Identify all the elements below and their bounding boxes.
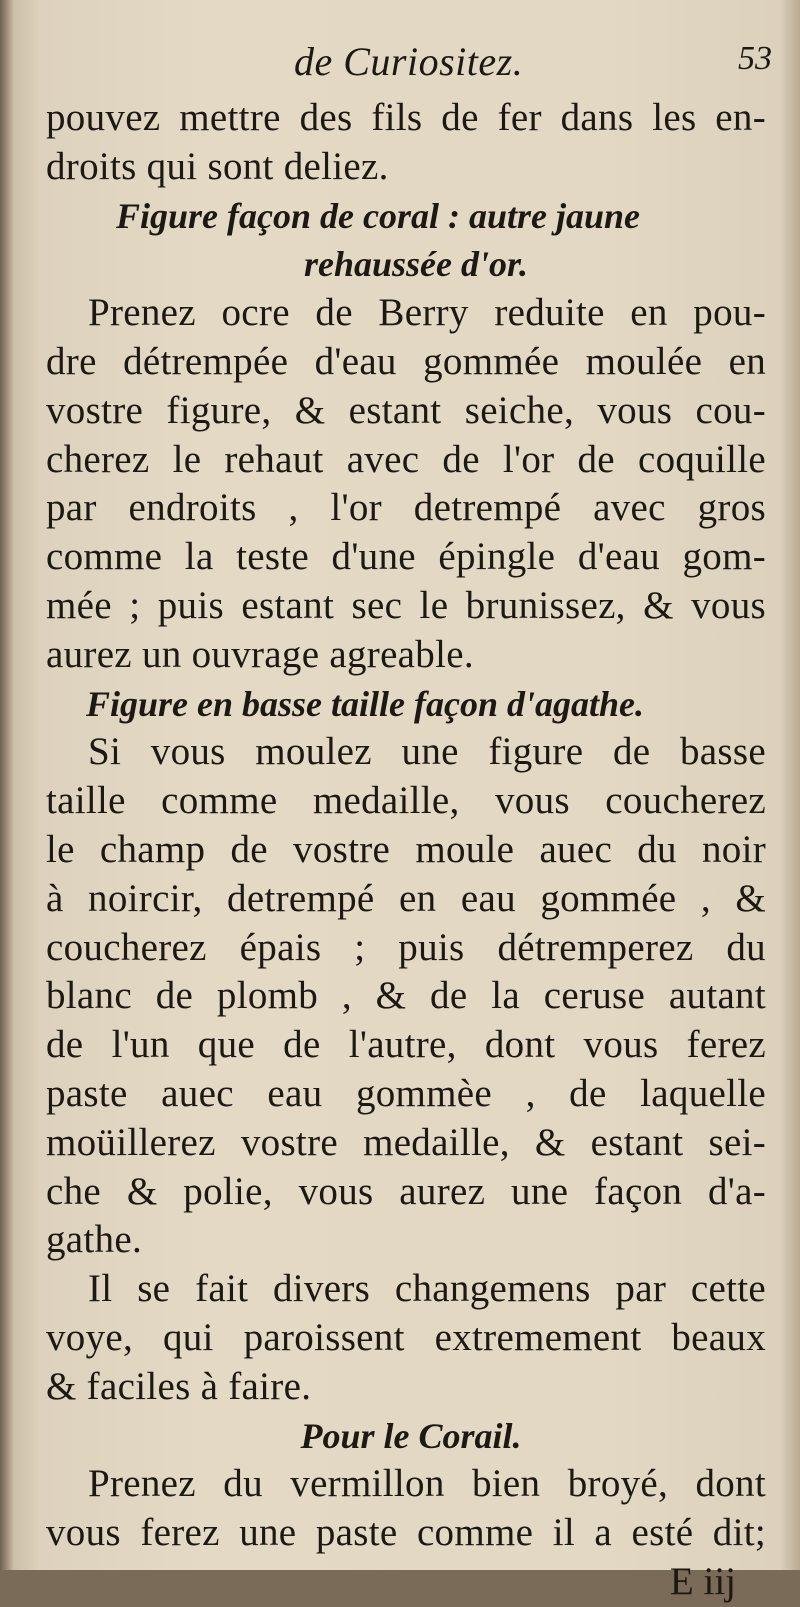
section-heading: rehaussée d'or.	[303, 244, 529, 285]
text-line: mée ; puis estant sec le brunissez, & vous	[46, 583, 766, 627]
text-line: voye, qui paroissent extremement beaux	[46, 1315, 766, 1359]
text-line: dre détrempée d'eau gommée moulée en	[46, 339, 766, 383]
text-line: taille comme medaille, vous coucherez	[46, 779, 766, 823]
running-head: de Curiositez.	[294, 39, 524, 84]
paragraph-last-line: gathe.	[46, 1218, 143, 1262]
paragraph-last-line: droits qui sont deliez.	[46, 144, 389, 188]
text-line: cherez le rehaut avec de l'or de coquille	[46, 437, 766, 481]
section-heading: Figure en basse taille façon d'agathe.	[86, 683, 644, 724]
text-line: le champ de vostre moule auec du noir	[46, 827, 766, 871]
paragraph-last-line: & faciles à faire.	[46, 1364, 312, 1408]
text-line: che & polie, vous aurez une façon d'a-	[46, 1169, 766, 1213]
page-header	[46, 34, 772, 94]
paragraph-last-line: aurez un ouvrage agreable.	[46, 632, 474, 676]
text-line: comme la teste d'une épingle d'eau gom-	[46, 535, 766, 579]
text-line: paste auec eau gommèe , de laquelle	[46, 1071, 766, 1115]
paragraph-first-line: Prenez du vermillon bien broyé, dont	[88, 1462, 766, 1506]
text-line: vostre figure, & estant seiche, vous cou-	[46, 388, 766, 432]
text-line: coucherez épais ; puis détremperez du	[46, 925, 766, 969]
page-content	[46, 34, 772, 1607]
signature-mark: E iij	[669, 1559, 736, 1603]
page-number: 53	[738, 40, 772, 77]
text-line: par endroits , l'or detrempé avec gros	[46, 486, 766, 530]
text-line: pouvez mettre des fils de fer dans les en-	[46, 96, 766, 139]
text-block	[46, 94, 766, 1558]
text-line: à noircir, detrempé en eau gommée , &	[46, 876, 766, 920]
paragraph-first-line: Si vous moulez une figure de basse	[88, 730, 766, 774]
text-line: blanc de plomb , & de la ceruse autant	[46, 974, 766, 1018]
section-heading: Figure façon de coral : autre jaune	[116, 195, 641, 236]
text-line: de l'un que de l'autre, dont vous ferez	[46, 1023, 766, 1067]
paragraph-first-line: Prenez ocre de Berry reduite en pou-	[88, 291, 766, 335]
section-heading: Pour le Corail.	[300, 1415, 522, 1456]
text-line: moüillerez vostre medaille, & estant sei-	[46, 1120, 766, 1164]
text-line: vous ferez une paste comme il a esté dit;	[46, 1511, 766, 1555]
paragraph-first-line: Il se fait divers changemens par cette	[88, 1267, 766, 1311]
